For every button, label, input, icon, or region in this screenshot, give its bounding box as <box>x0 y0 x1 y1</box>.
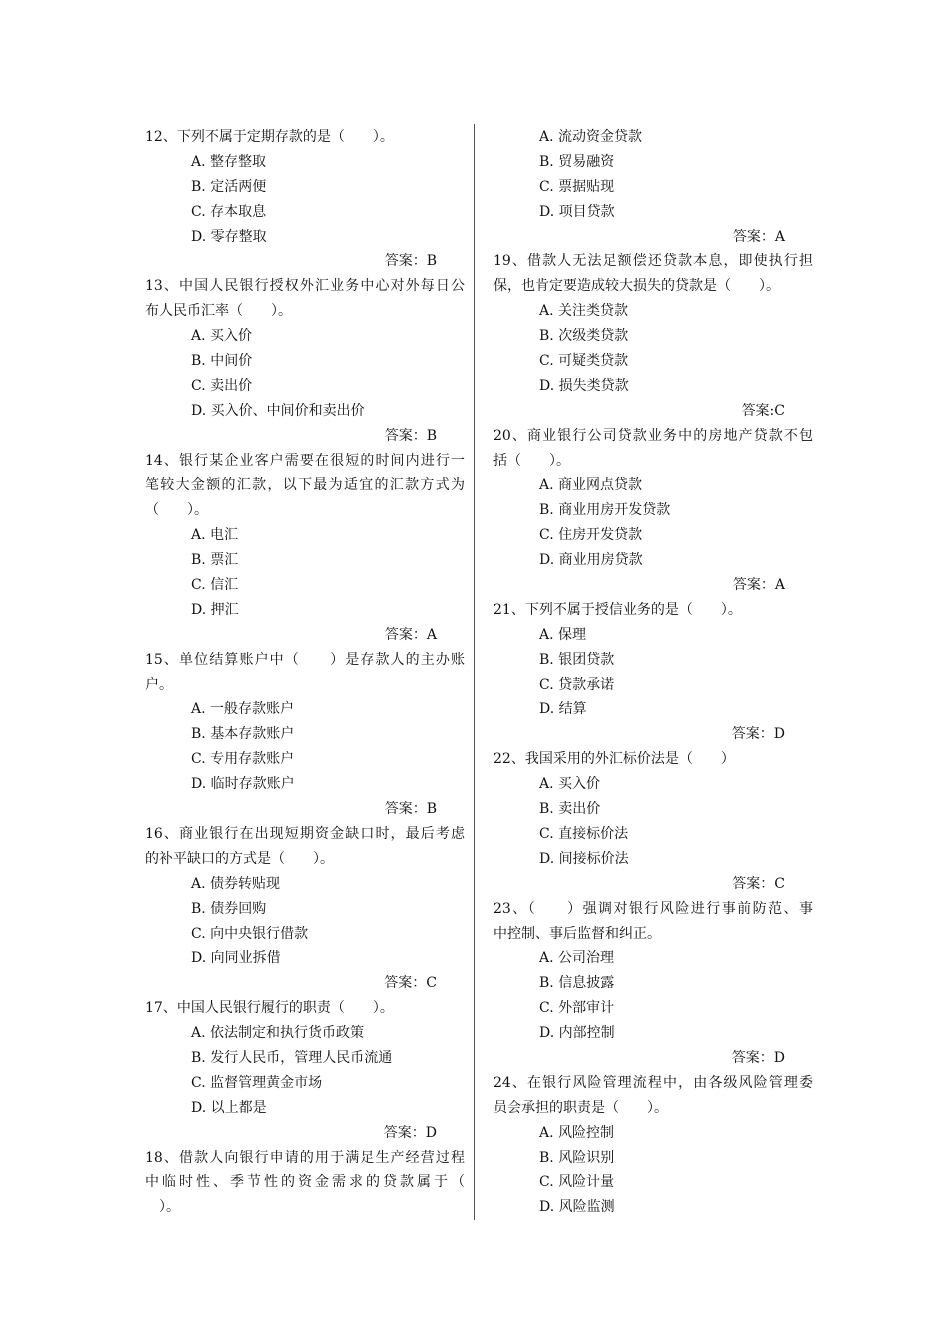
answer-option: A. 依法制定和执行货币政策 <box>191 1025 365 1042</box>
answer-option: B. 债券回购 <box>191 900 267 917</box>
question-text: 19、借款人无法足额偿还贷款本息，即使执行担 <box>493 253 813 270</box>
question-text: 的补平缺口的方式是（ ）。 <box>145 850 334 867</box>
answer-option: A. 关注类贷款 <box>539 303 629 320</box>
answer-option: A. 一般存款账户 <box>191 701 295 718</box>
right-column <box>493 125 813 1220</box>
answer-key: 答案：D <box>383 1124 437 1141</box>
answer-option: B. 次级类贷款 <box>539 328 629 345</box>
question-text: 中控制、事后监督和纠正。 <box>493 925 661 942</box>
answer-option: B. 风险识别 <box>539 1149 615 1166</box>
answer-key: 答案：A <box>384 626 437 643</box>
answer-option: C. 住房开发贷款 <box>539 527 643 544</box>
answer-option: A. 买入价 <box>539 776 601 793</box>
answer-key: 答案：A <box>732 228 785 245</box>
answer-option: D. 临时存款账户 <box>191 776 295 793</box>
answer-option: B. 银团贷款 <box>539 651 615 668</box>
answer-option: B. 基本存款账户 <box>191 726 295 743</box>
answer-option: A. 电汇 <box>191 527 239 544</box>
question-text: 24、在银行风险管理流程中，由各级风险管理委 <box>493 1074 813 1091</box>
question-text: 20、商业银行公司贷款业务中的房地产贷款不包 <box>493 427 813 444</box>
answer-key: 答案:C <box>741 402 785 419</box>
answer-option: C. 可疑类贷款 <box>539 353 629 370</box>
answer-option: A. 商业网点贷款 <box>539 477 643 494</box>
question-text: ）。 <box>145 1199 180 1216</box>
answer-key: 答案：A <box>732 577 785 594</box>
answer-option: D. 风险监测 <box>539 1199 615 1216</box>
answer-option: D. 结算 <box>539 701 587 718</box>
answer-option: B. 信息披露 <box>539 975 615 992</box>
answer-option: D. 零存整取 <box>191 228 267 245</box>
answer-option: C. 外部审计 <box>539 1000 615 1017</box>
answer-option: B. 票汇 <box>191 552 239 569</box>
question-text: 中临时性、季节性的资金需求的贷款属于（ <box>145 1174 465 1191</box>
answer-option: A. 整存整取 <box>191 153 267 170</box>
answer-option: A. 债券转贴现 <box>191 875 281 892</box>
answer-option: A. 风险控制 <box>539 1124 615 1141</box>
answer-key: 答案：B <box>384 427 437 444</box>
answer-option: D. 向同业拆借 <box>191 950 281 967</box>
answer-key: 答案：B <box>384 801 437 818</box>
question-text: 22、我国采用的外汇标价法是（ ） <box>493 751 735 768</box>
answer-option: C. 票据贴现 <box>539 178 615 195</box>
question-text: 13、中国人民银行授权外汇业务中心对外每日公 <box>145 278 465 295</box>
answer-option: A. 公司治理 <box>539 950 615 967</box>
question-text: 18、借款人向银行申请的用于满足生产经营过程 <box>145 1149 465 1166</box>
question-text: 21、下列不属于授信业务的是（ ）。 <box>493 601 742 618</box>
answer-option: B. 发行人民币，管理人民币流通 <box>191 1049 393 1066</box>
answer-option: B. 定活两便 <box>191 178 267 195</box>
answer-option: D. 内部控制 <box>539 1025 615 1042</box>
question-text: 布人民币汇率（ ）。 <box>145 303 292 320</box>
answer-option: B. 商业用房开发贷款 <box>539 502 671 519</box>
question-text: 14、银行某企业客户需要在很短的时间内进行一 <box>145 452 465 469</box>
answer-option: D. 以上都是 <box>191 1099 267 1116</box>
answer-option: D. 买入价、中间价和卖出价 <box>191 402 365 419</box>
answer-key: 答案：C <box>732 875 785 892</box>
question-text: 括（ ）。 <box>493 452 570 469</box>
question-text: 17、中国人民银行履行的职责（ ）。 <box>145 1000 394 1017</box>
answer-option: A. 保理 <box>539 626 587 643</box>
answer-option: D. 间接标价法 <box>539 850 629 867</box>
answer-key: 答案：D <box>731 726 785 743</box>
answer-key: 答案：D <box>731 1049 785 1066</box>
answer-option: D. 商业用房贷款 <box>539 552 643 569</box>
question-text: 保，也肯定要造成较大损失的贷款是（ ）。 <box>493 278 780 295</box>
left-column <box>145 125 465 1220</box>
answer-option: A. 买入价 <box>191 328 253 345</box>
answer-option: D. 押汇 <box>191 601 239 618</box>
answer-option: C. 存本取息 <box>191 203 267 220</box>
answer-option: C. 风险计量 <box>539 1174 615 1191</box>
column-divider <box>474 124 475 1220</box>
answer-option: D. 损失类贷款 <box>539 377 629 394</box>
answer-key: 答案：C <box>384 975 437 992</box>
question-text: （ ）。 <box>145 502 208 519</box>
question-text: 12、下列不属于定期存款的是（ ）。 <box>145 129 394 145</box>
answer-option: D. 项目贷款 <box>539 203 615 220</box>
question-text: 户。 <box>145 676 173 693</box>
answer-option: C. 监督管理黄金市场 <box>191 1074 323 1091</box>
answer-option: A. 流动资金贷款 <box>539 129 643 145</box>
answer-option: B. 中间价 <box>191 353 253 370</box>
answer-option: C. 信汇 <box>191 577 239 594</box>
question-text: 23、（ ）强调对银行风险进行事前防范、事 <box>493 900 813 917</box>
answer-option: C. 贷款承诺 <box>539 676 615 693</box>
answer-key: 答案：B <box>384 253 437 270</box>
answer-option: C. 直接标价法 <box>539 825 629 842</box>
answer-option: B. 贸易融资 <box>539 153 615 170</box>
answer-option: C. 向中央银行借款 <box>191 925 309 942</box>
answer-option: B. 卖出价 <box>539 801 601 818</box>
question-text: 笔较大金额的汇款，以下最为适宜的汇款方式为 <box>145 477 465 494</box>
question-text: 员会承担的职责是（ ）。 <box>493 1099 668 1116</box>
question-text: 15、单位结算账户中（ ）是存款人的主办账 <box>145 651 465 668</box>
answer-option: C. 专用存款账户 <box>191 751 295 768</box>
question-text: 16、商业银行在出现短期资金缺口时，最后考虑 <box>145 825 465 842</box>
answer-option: C. 卖出价 <box>191 377 253 394</box>
